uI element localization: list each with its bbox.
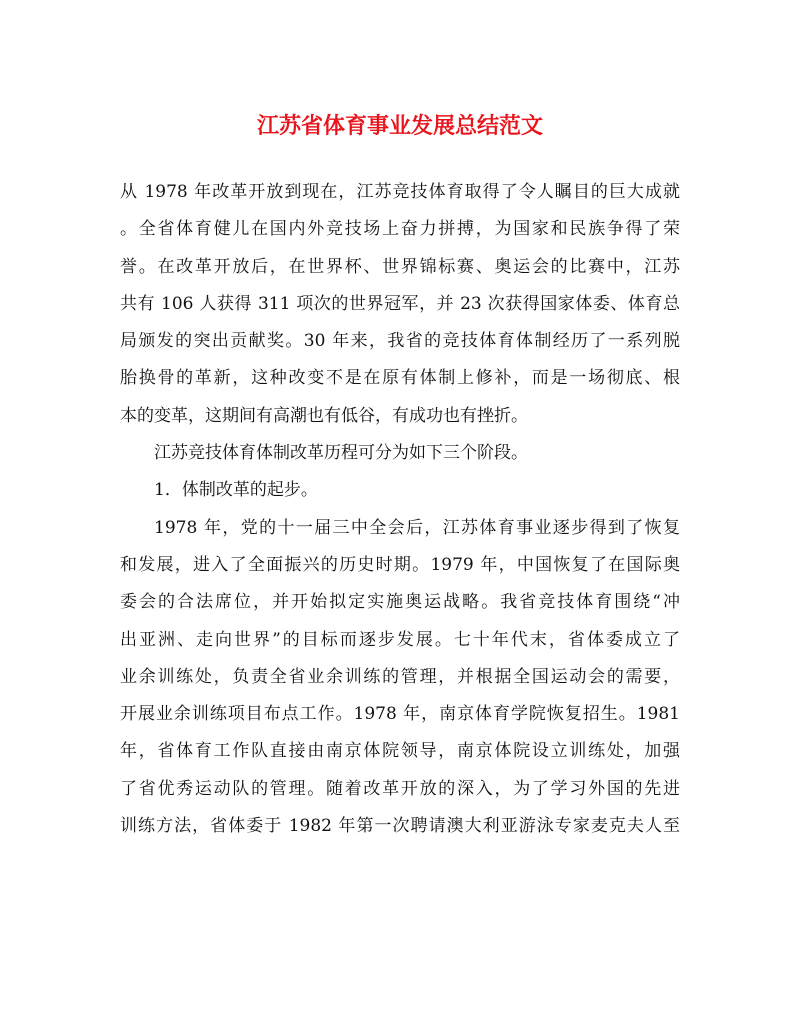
paragraph-line: 委会的合法席位，并开始拟定实施奥运战略。我省竞技体育围绕“冲 (120, 592, 680, 613)
paragraph-line: 江苏竞技体育体制改革历程可分为如下三个阶段。 (154, 443, 528, 464)
paragraph-line: 。全省体育健儿在国内外竞技场上奋力拼搏，为国家和民族争得了荣 (120, 219, 680, 240)
paragraph-line: 开展业余训练项目布点工作。1978 年，南京体育学院恢复招生。1981 (120, 704, 680, 725)
paragraph-line: 局颁发的突出贡献奖。30 年来，我省的竞技体育体制经历了一系列脱 (120, 331, 680, 352)
paragraph-line: 1978 年，党的十一届三中全会后，江苏体育事业逐步得到了恢复 (154, 517, 680, 538)
document-body (120, 174, 680, 845)
section-heading: 1．体制改革的起步。 (154, 480, 318, 501)
paragraph-line: 年，省体育工作队直接由南京体院领导，南京体院设立训练处，加强 (120, 741, 680, 762)
paragraph-line: 了省优秀运动队的管理。随着改革开放的深入，为了学习外国的先进 (120, 778, 680, 799)
paragraph-line: 从 1978 年改革开放到现在，江苏竞技体育取得了令人瞩目的巨大成就 (120, 182, 680, 202)
paragraph-line: 誉。在改革开放后，在世界杯、世界锦标赛、奥运会的比赛中，江苏 (120, 256, 680, 277)
paragraph-line: 和发展，进入了全面振兴的历史时期。1979 年，中国恢复了在国际奥 (120, 554, 680, 575)
paragraph-line: 共有 106 人获得 311 项次的世界冠军，并 23 次获得国家体委、体育总 (120, 293, 680, 314)
document-title: 江苏省体育事业发展总结范文 (256, 113, 543, 139)
paragraph-line: 本的变革，这期间有高潮也有低谷，有成功也有挫折。 (120, 405, 528, 426)
paragraph-line: 业余训练处，负责全省业余训练的管理，并根据全国运动会的需要， (120, 666, 680, 687)
paragraph-line: 出亚洲、走向世界”的目标而逐步发展。七十年代末，省体委成立了 (120, 629, 680, 650)
paragraph-line: 训练方法，省体委于 1982 年第一次聘请澳大利亚游泳专家麦克夫人至 (120, 816, 680, 837)
paragraph-line: 胎换骨的革新，这种改变不是在原有体制上修补，而是一场彻底、根 (120, 368, 680, 389)
